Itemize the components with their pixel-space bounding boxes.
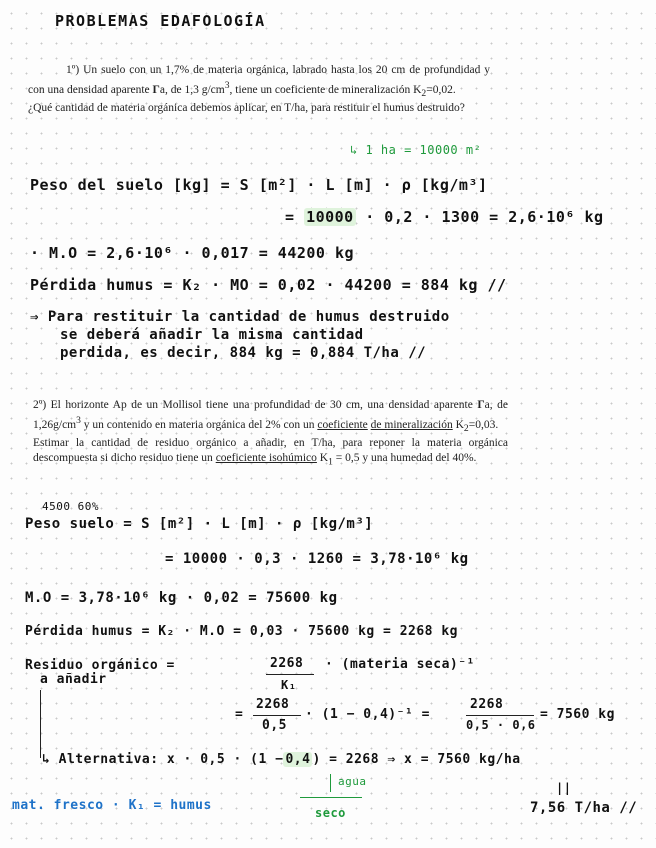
p1-conclusion-2: se deberá añadir la misma cantidad bbox=[60, 327, 364, 343]
agua-pointer bbox=[330, 774, 331, 792]
p2-perdida-line: Pérdida humus = K₂ · M.O = 0,03 · 75600 kg = 2268 kg bbox=[25, 624, 458, 639]
p2-frac1-den: K₁ bbox=[281, 678, 297, 692]
p1-conclusion-1: ⇒ Para restituir la cantidad de humus destruido bbox=[30, 309, 450, 325]
equal-sign-vertical: || bbox=[556, 781, 572, 795]
p2-mo-line: M.O = 3,78·10⁶ kg · 0,02 = 75600 kg bbox=[25, 590, 338, 606]
p1-mo-line: · M.O = 2,6·10⁶ · 0,017 = 44200 kg bbox=[30, 244, 355, 262]
problem-1-question: ¿Qué cantidad de materia orgánica debemos aplicar, en T/ha, para restituir el humus destruido? bbox=[28, 102, 465, 115]
p1-peso-calc: = 10000 · 0,2 · 1300 = 2,6·10⁶ kg bbox=[285, 208, 604, 226]
seco-label: seco bbox=[315, 806, 346, 820]
p2-residuo-label: Residuo orgánico = bbox=[25, 658, 175, 673]
p2-frac2-bar bbox=[253, 715, 301, 716]
p2-frac2-den: 0,5 bbox=[262, 718, 287, 733]
agua-label: agua bbox=[338, 775, 367, 788]
p2-final-result: 7,56 T/ha // bbox=[530, 800, 638, 816]
problem-1-text-a: 1º) Un suelo con un 1,7% de materia orgánica, labrado hasta los 20 cm de profundidad y con una densidad aparente bbox=[28, 64, 490, 96]
p2-frac3-bar bbox=[466, 715, 534, 716]
blue-note: mat. fresco · K₁ = humus bbox=[12, 798, 212, 813]
p2-alt-bracket bbox=[40, 690, 41, 758]
p2-frac3-den: 0,5 · 0,6 bbox=[466, 718, 536, 732]
p2-eq2-eq: = bbox=[235, 707, 244, 722]
p2-frac1-bar bbox=[266, 674, 314, 675]
p2-peso-calc: = 10000 · 0,3 · 1260 = 3,78·10⁶ kg bbox=[165, 551, 469, 567]
p2-frac2-num: 2268 bbox=[256, 697, 290, 712]
seco-brace bbox=[300, 797, 362, 798]
p2-frac3-num: 2268 bbox=[470, 697, 504, 712]
p2-frac1-after: · (materia seca)⁻¹ bbox=[325, 657, 475, 672]
p2-alt-line: ↳ Alternativa: x · 0,5 · (1 − 0,4 ) = 2268 ⇒ x = 7560 kg/ha bbox=[42, 752, 521, 767]
p1-peso-formula: Peso del suelo [kg] = S [m²] · L [m] · ρ [kg/m³] bbox=[30, 176, 488, 194]
note-hectare: ↳ 1 ha = 10000 m² bbox=[350, 143, 482, 157]
problem-1-statement: 1º) Un suelo con un 1,7% de materia orgánica, labrado hasta los 20 cm de profundidad y con una densidad aparente Γa, de 1,3 $g/cm^3$, tiene un coeficiente de mineralización $K_2=0,02$. ¿Qué cantidad de materia orgánica debemos aplicar, en T/ha, para restituir el humus destruido? bbox=[28, 64, 490, 115]
p2-peso-formula: Peso suelo = S [m²] · L [m] · ρ [kg/m³] bbox=[25, 516, 374, 532]
p2-eq2-result: = 7560 kg bbox=[540, 707, 615, 722]
problem-2-statement: 2º) El horizonte Ap de un Mollisol tiene una profundidad de 30 cm, una densidad aparente Γa, de $1,26g/cm^3$ y un contenido en materia orgánica del 2% con un coeficiente de mineralización $K_2=0,03$. Estimar la cantidad de residuo orgánico a añadir, en T/ha, para reponer la materia orgánica descompuesta si dicho residuo tiene un coeficiente isohúmico $K_1 = 0,5$ y una humedad del 40%. bbox=[33, 399, 508, 468]
p2-note-60: 4500 60% bbox=[42, 500, 99, 513]
p2-residuo-label-2: a añadir bbox=[40, 672, 107, 687]
p1-conclusion-3: perdida, es decir, 884 kg = 0,884 T/ha // bbox=[60, 345, 427, 361]
p2-frac1-num: 2268 bbox=[270, 656, 304, 671]
p1-perdida-line: Pérdida humus = K₂ · MO = 0,02 · 44200 = 884 kg // bbox=[30, 276, 507, 294]
p2-eq2-mid: · (1 − 0,4)⁻¹ = bbox=[305, 707, 430, 722]
page-title: PROBLEMAS EDAFOLOGÍA bbox=[55, 12, 266, 30]
